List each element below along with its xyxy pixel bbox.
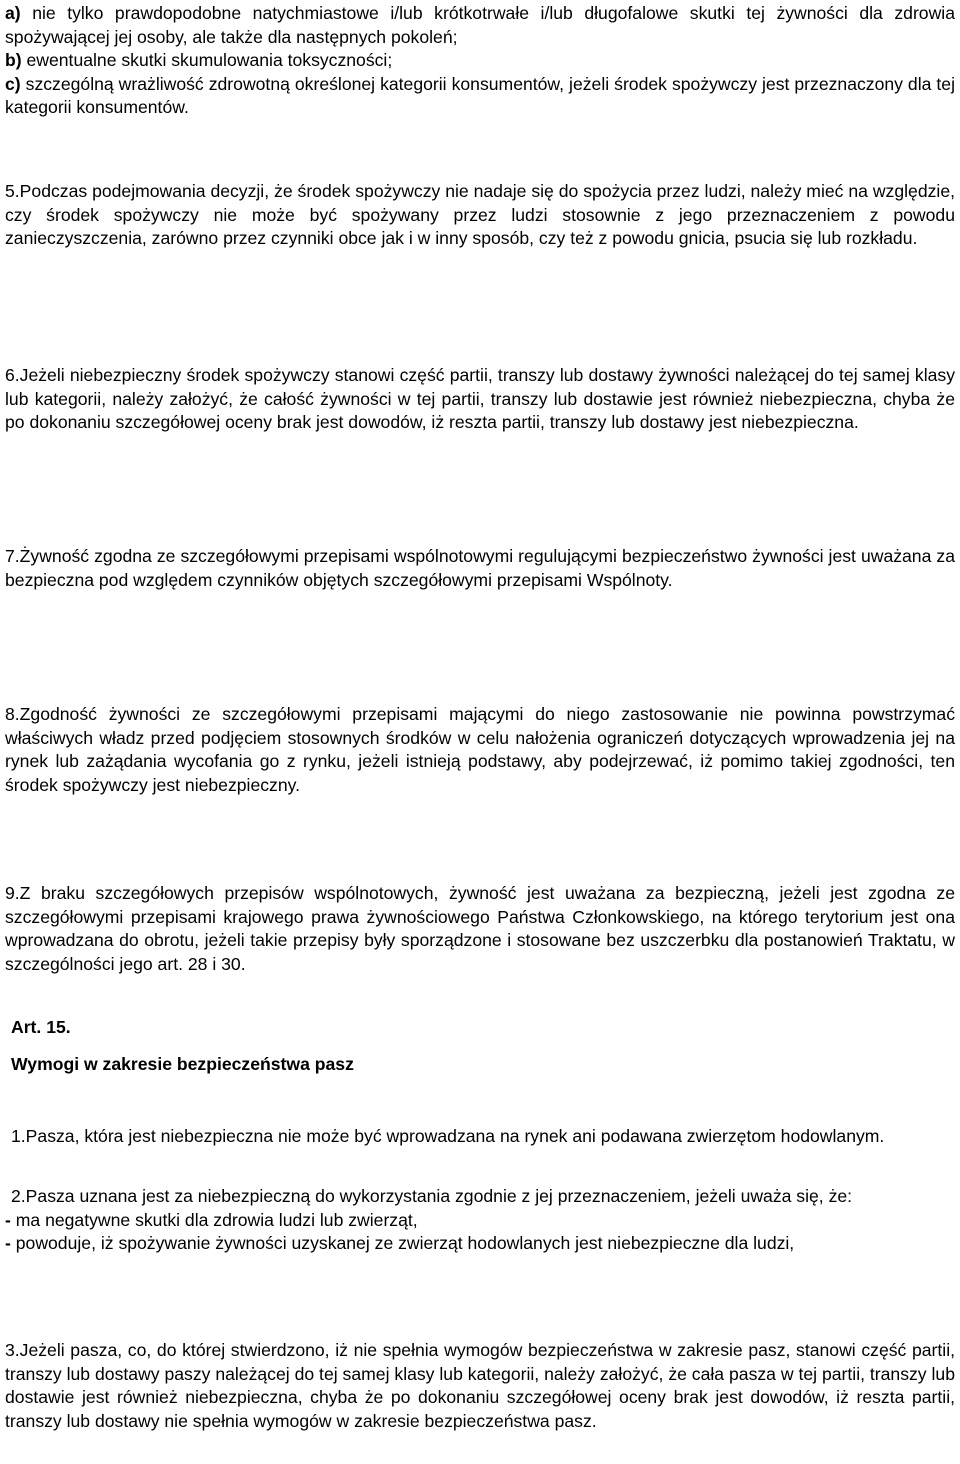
article-paragraph-2-block (5, 1185, 955, 1256)
list-item-b (5, 49, 955, 73)
dash-marker: - (5, 1233, 11, 1253)
item-label-b: b) (5, 50, 22, 70)
paragraph-7: 7.Żywność zgodna ze szczegółowymi przepisami wspólnotowymi regulującymi bezpieczeństwo żywności jest uważana za bezpieczna pod względem czynników objętych szczegółowymi przepisami Wspólnoty. (5, 546, 955, 590)
paragraph-6: 6.Jeżeli niebezpieczny środek spożywczy stanowi część partii, transzy lub dostawy żywności należącej do tej samej klasy lub kategorii, należy założyć, że całość żywności w tej partii, transzy lub dostawie jest również niebezpieczna, chyba że po dokonaniu szczegółowej oceny brak jest dowodów, iż reszta partii, transzy lub dostawy jest niebezpieczna. (5, 365, 955, 432)
item-text-b: ewentualne skutki skumulowania toksyczności; (21, 50, 393, 70)
list-item-a (5, 2, 955, 49)
paragraph-8: 8.Zgodność żywności ze szczegółowymi przepisami mającymi do niego zastosowanie nie powinna powstrzymać właściwych władz przed podjęciem stosownych środków w celu nałożenia ograniczeń dotyczących wprowadzenia jej na rynek lub zażądania wycofania go z rynku, jeżeli istnieją podstawy, aby podejrzewać, iż pomimo takiej zgodności, ten środek spożywczy jest niebezpieczny. (5, 704, 955, 795)
item-text-c: szczególną wrażliwość zdrowotną określonej kategorii konsumentów, jeżeli środek spożywczy jest przeznaczony dla tej kategorii konsumentów. (5, 73, 955, 117)
list-item-dash-1 (5, 1209, 955, 1233)
item-label-c: c) (5, 73, 21, 94)
article-paragraph-2-text: 2.Pasza uznana jest za niebezpieczną do wykorzystania zgodnie z jej przeznaczeniem, jeżeli uważa się, że: (11, 1186, 853, 1206)
item-text-a: nie tylko prawdopodobne natychmiastowe i/lub krótkotrwałe i/lub długofalowe skutki tej żywności dla zdrowia spożywającej jej osoby, ale także dla następnych pokoleń; (5, 3, 955, 47)
list-item-dash-2 (5, 1232, 955, 1256)
dash-marker: - (5, 1209, 11, 1230)
article-paragraph-3: 3.Jeżeli pasza, co, do której stwierdzono, iż nie spełnia wymogów bezpieczeństwa w zakresie pasz, stanowi część partii, transzy lub dostawy paszy należącej do tej samej klasy lub kategorii, należy założyć, że cała pasza w tej partii, transzy lub dostawie jest również niebezpieczna, chyba że po dokonaniu szczegółowej oceny brak jest dowodów, iż reszta partii, transzy lub dostawy nie spełnia wymogów w zakresie bezpieczeństwa pasz. (5, 1340, 955, 1431)
paragraph-5: 5.Podczas podejmowania decyzji, że środek spożywczy nie nadaje się do spożycia przez ludzi, należy mieć na względzie, czy środek spożywczy nie może być spożywany przez ludzi stosownie z jego przeznaczeniem z powodu zanieczyszczenia, zarówno przez czynniki obce jak i w inny sposób, czy też z powodu gnicia, psucia się lub rozkładu. (5, 181, 955, 248)
article-paragraph-1-text: 1.Pasza, która jest niebezpieczna nie może być wprowadzana na rynek ani podawana zwierzętom hodowlanym. (11, 1126, 885, 1146)
item-label-a: a) (5, 3, 21, 23)
article-number: Art. 15. (11, 1017, 71, 1037)
article-paragraph-1 (5, 1125, 955, 1149)
dash-item-text: powoduje, iż spożywanie żywności uzyskanej ze zwierząt hodowlanych jest niebezpieczne dla ludzi, (10, 1233, 795, 1253)
article-paragraph-2 (5, 1185, 955, 1209)
intro-list (5, 2, 955, 120)
dash-item-text: ma negatywne skutki dla zdrowia ludzi lub zwierząt, (10, 1209, 418, 1230)
article-title: Wymogi w zakresie bezpieczeństwa pasz (11, 1054, 354, 1074)
paragraph-9: 9.Z braku szczegółowych przepisów wspólnotowych, żywność jest uważana za bezpieczną, jeżeli jest zgodna ze szczegółowymi przepisami krajowego prawa żywnościowego Państwa Członkowskiego, na którego terytorium jest ona wprowadzana do obrotu, jeżeli takie przepisy były sporządzone i stosowane bez uszczerbku dla postanowień Traktatu, w szczególności jego art. 28 i 30. (5, 883, 955, 974)
list-item-c (5, 73, 955, 120)
